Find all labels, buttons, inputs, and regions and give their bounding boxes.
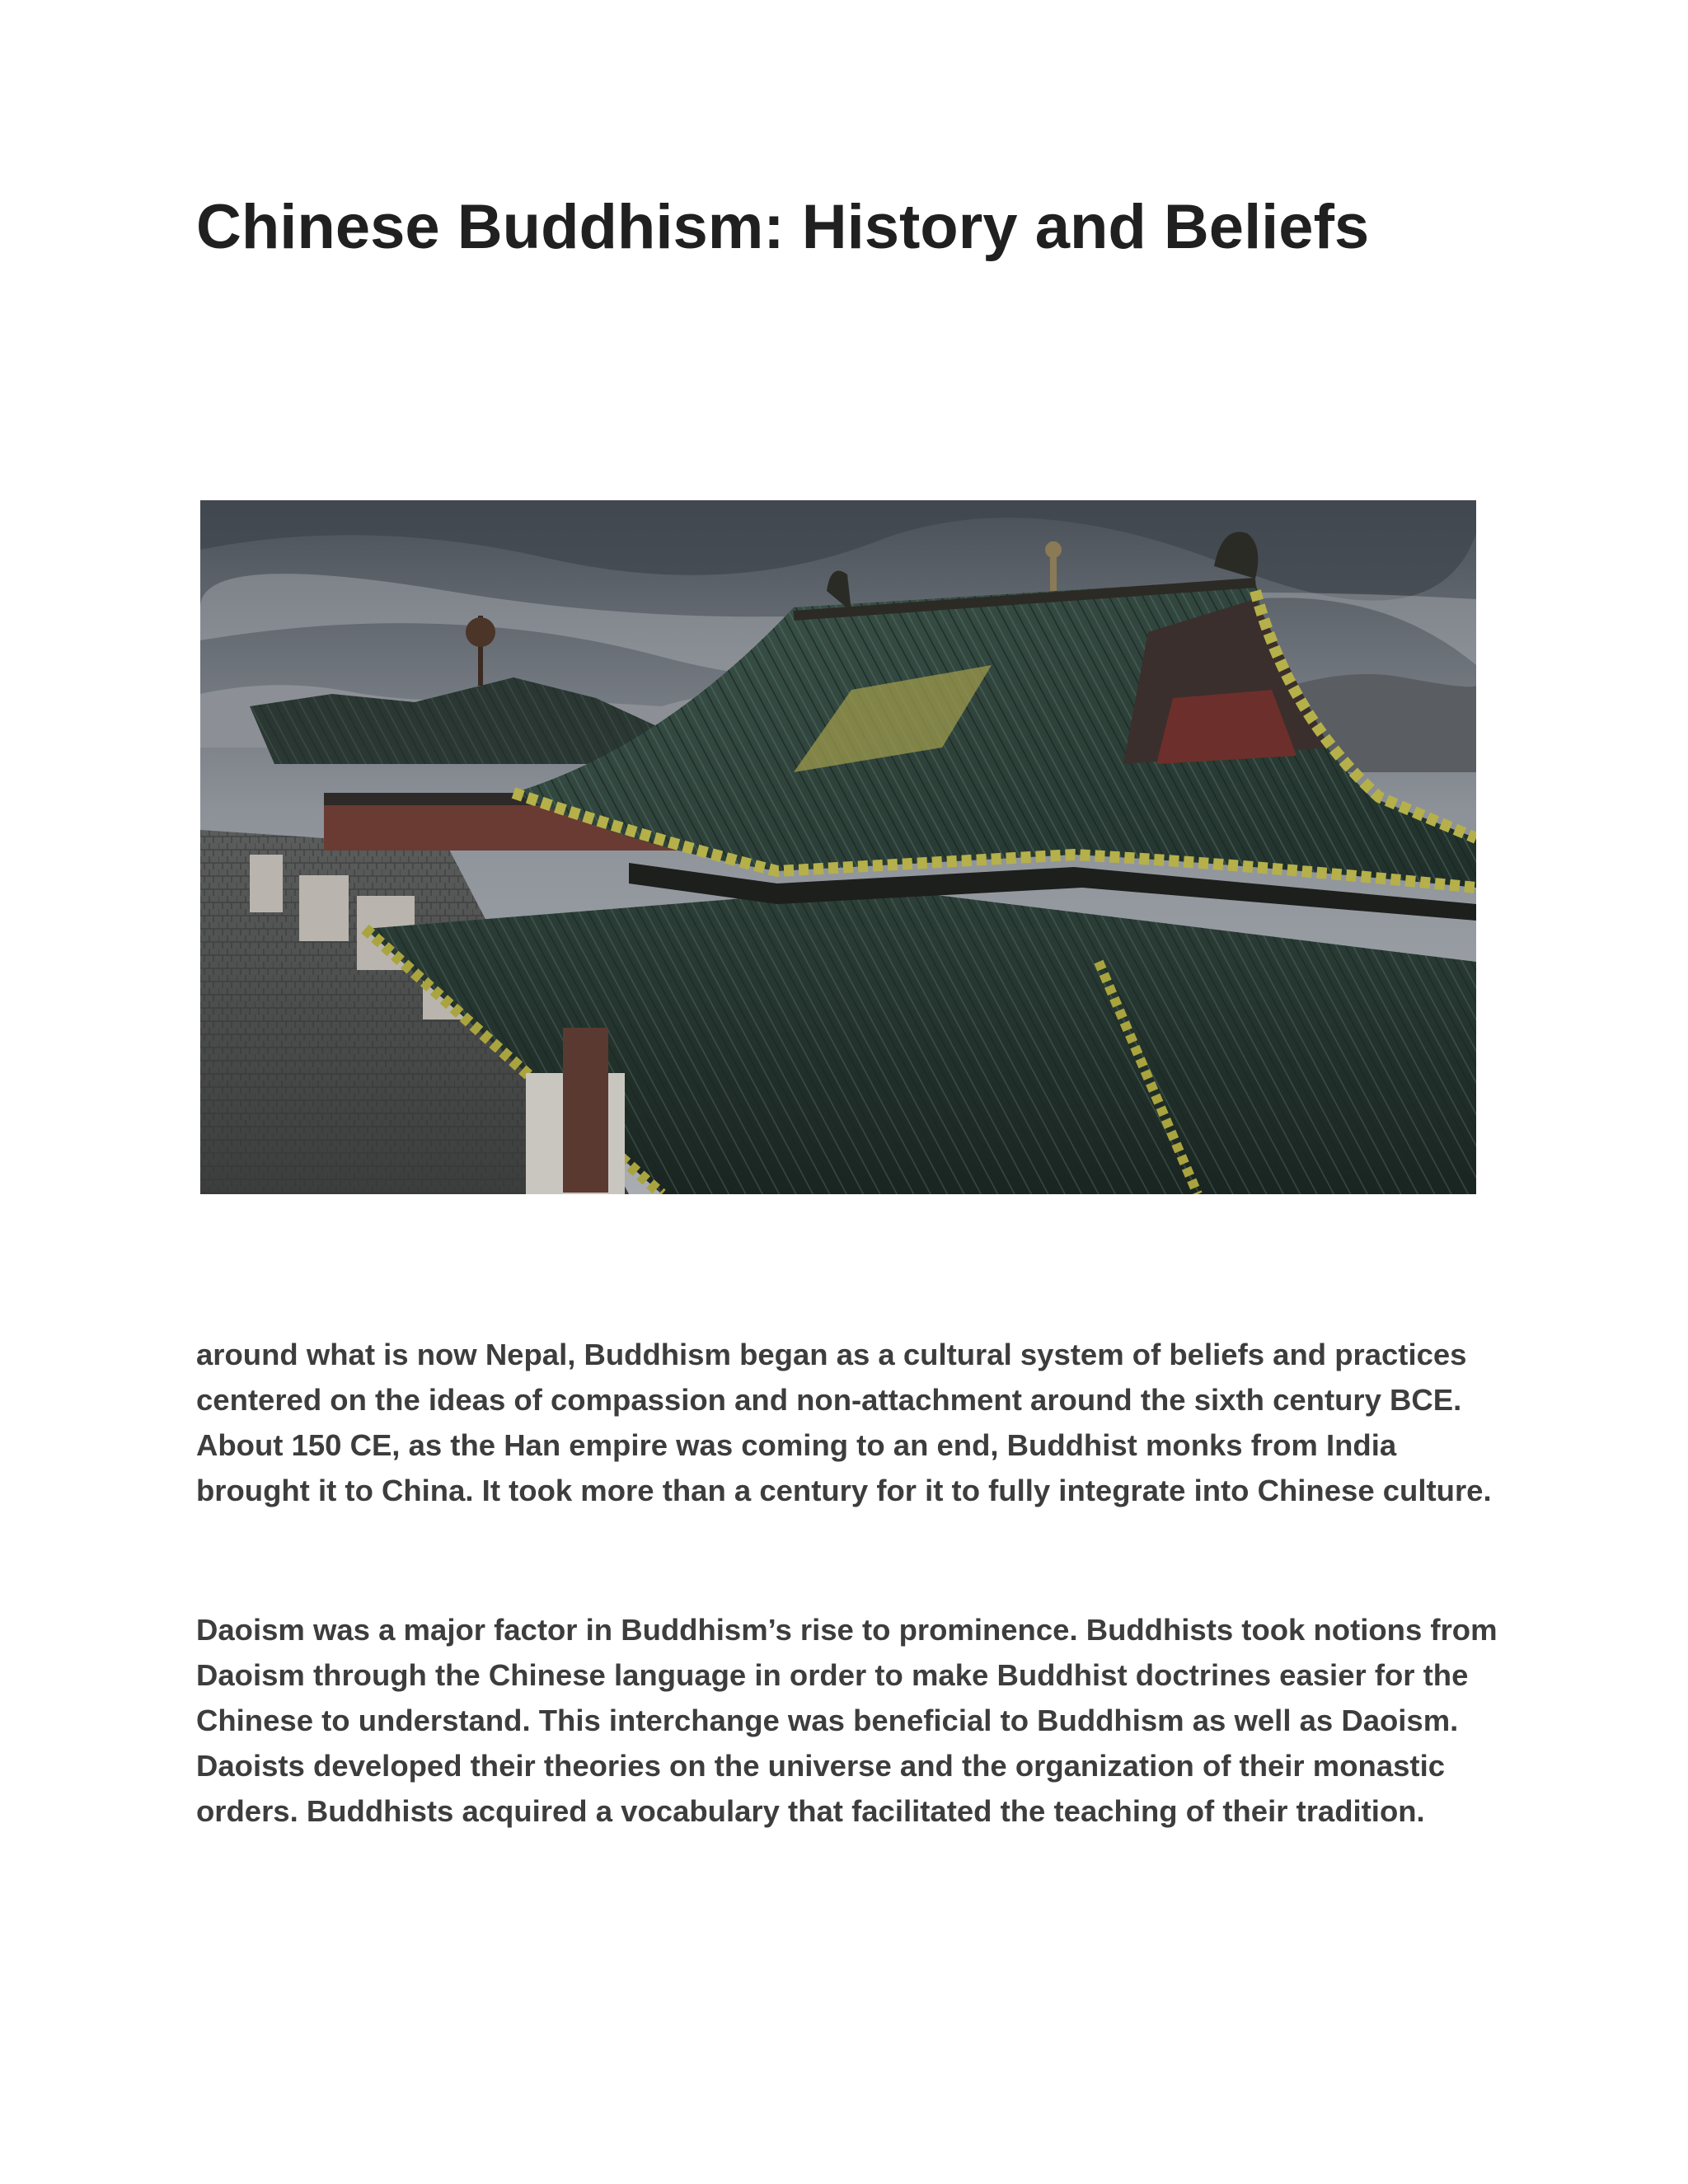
body-paragraph-2: Daoism was a major factor in Buddhism’s rise to prominence. Buddhists took notions from Daoism through the Chinese language in order to make Buddhist doctrines easier for the Chinese to understand. This interchange was beneficial to Buddhism as well as Daoism. Daoists developed their theories on the universe and the organization of their monastic orders. Buddhists acquired a vocabulary that facilitated the teaching of their tradition.: [196, 1613, 1498, 1828]
body-paragraph-1: around what is now Nepal, Buddhism began as a cultural system of beliefs and practices centered on the ideas of compassion and non-attachment around the sixth century BCE. About 150 CE, as the Han empire was coming to an end, Buddhist monks from India brought it to China. It took more than a century for it to fully integrate into Chinese culture.: [196, 1338, 1492, 1507]
temple-roofs-photo: [200, 500, 1476, 1194]
page-title: Chinese Buddhism: History and Beliefs: [196, 192, 1370, 262]
